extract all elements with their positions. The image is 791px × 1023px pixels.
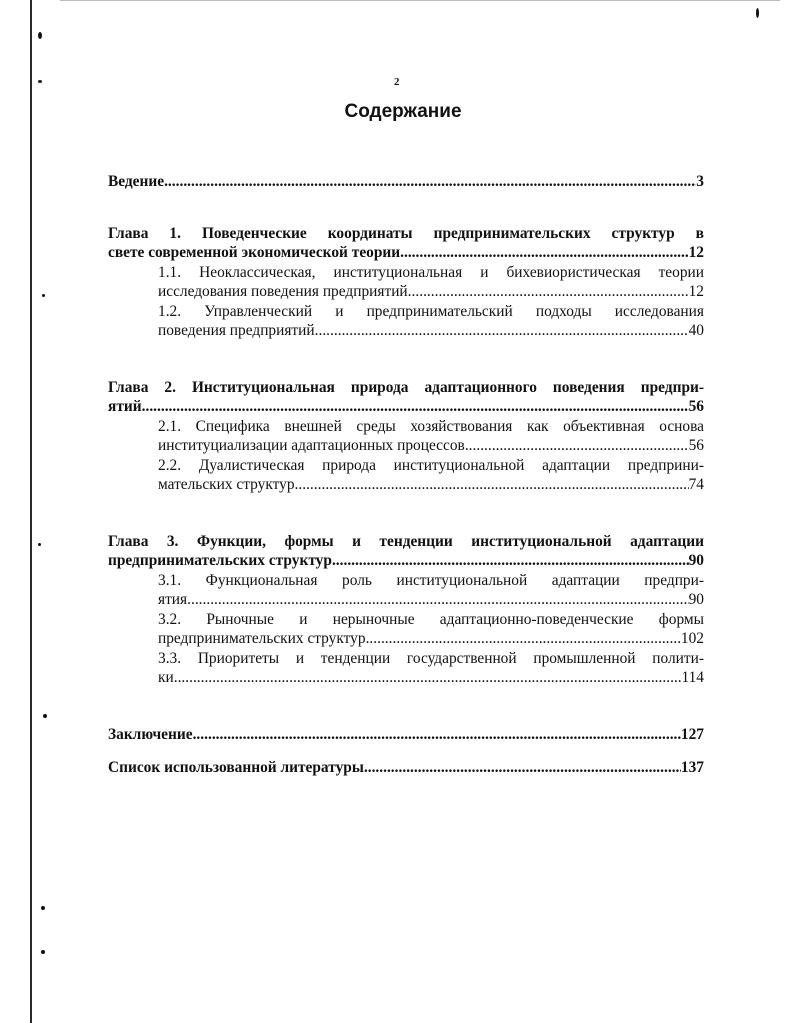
chapter-2-sections — [158, 417, 704, 495]
leader-dots — [174, 668, 682, 688]
leader-dots — [465, 436, 689, 456]
leader-dots — [400, 243, 688, 263]
scan-speck — [38, 80, 42, 83]
chapter-3-title-cont[interactable]: предпринимательских структур ..... 90 — [108, 551, 704, 571]
leader-dots — [187, 590, 688, 610]
section-1-2[interactable]: 1.2. Управленческий и предпринимательский подходы исследования — [158, 302, 704, 320]
page-title: Содержание — [344, 101, 462, 122]
section-2-1-cont[interactable]: институциализации адаптационных процессов ..... 56 — [158, 436, 704, 456]
chapter-3-sections — [158, 571, 704, 688]
table-of-contents — [108, 172, 704, 778]
scan-speck — [38, 543, 41, 546]
leader-dots — [366, 629, 681, 649]
leader-dots — [408, 282, 689, 302]
leader-dots — [295, 475, 689, 495]
leader-dots — [193, 725, 681, 745]
section-3-3-cont[interactable]: ки ..... 114 — [158, 668, 704, 688]
chapter-2-title-cont[interactable]: ятий ..... 56 — [108, 397, 704, 417]
leader-dots — [315, 321, 689, 341]
toc-entry-intro[interactable]: Ведение ..... 3 — [108, 172, 704, 192]
scan-speck — [41, 950, 45, 954]
section-2-2[interactable]: 2.2. Дуалистическая природа институциональной адаптации предприни- — [158, 456, 704, 474]
toc-entry-bibliography[interactable]: Список использованной литературы ..... 137 — [108, 758, 704, 778]
chapter-1-sections — [158, 263, 704, 341]
section-2-1[interactable]: 2.1. Специфика внешней среды хозяйствования как объективная основа — [158, 417, 704, 435]
scan-speck — [43, 714, 47, 718]
scan-left-edge — [30, 0, 32, 1023]
scan-speck — [41, 906, 45, 910]
section-1-1[interactable]: 1.1. Неоклассическая, институциональная и бихевиористическая теории — [158, 263, 704, 281]
leader-dots — [364, 758, 681, 778]
leader-dots — [332, 551, 689, 571]
page-number: 2 — [394, 76, 400, 88]
section-3-2[interactable]: 3.2. Рыночные и нерыночные адаптационно-поведенческие формы — [158, 610, 704, 628]
section-3-1-cont[interactable]: ятия ..... 90 — [158, 590, 704, 610]
section-1-1-cont[interactable]: исследования поведения предприятий ..... 12 — [158, 282, 704, 302]
chapter-1-title[interactable]: Глава 1. Поведенческие координаты предпринимательских структур в — [108, 224, 704, 242]
toc-entry-conclusion[interactable]: Заключение ..... 127 — [108, 725, 704, 745]
section-3-2-cont[interactable]: предпринимательских структур ..... 102 — [158, 629, 704, 649]
toc-chapter-3 — [108, 532, 704, 688]
section-1-2-cont[interactable]: поведения предприятий ..... 40 — [158, 321, 704, 341]
leader-dots — [164, 172, 696, 192]
scan-speck — [38, 32, 42, 39]
section-3-1[interactable]: 3.1. Функциональная роль институциональной адаптации предпри- — [158, 571, 704, 589]
chapter-1-title-cont[interactable]: свете современной экономической теории ..... 12 — [108, 243, 704, 263]
toc-chapter-2 — [108, 378, 704, 495]
chapter-2-title[interactable]: Глава 2. Институциональная природа адаптационного поведения предпри- — [108, 378, 704, 396]
toc-chapter-1 — [108, 224, 704, 341]
leader-dots — [142, 397, 689, 417]
section-3-3[interactable]: 3.3. Приоритеты и тенденции государственной промышленной полити- — [158, 649, 704, 667]
scan-speck — [756, 8, 759, 18]
section-2-2-cont[interactable]: мательских структур ..... 74 — [158, 475, 704, 495]
scan-speck — [42, 294, 45, 297]
chapter-3-title[interactable]: Глава 3. Функции, формы и тенденции институциональной адаптации — [108, 532, 704, 550]
scan-top-edge — [60, 0, 780, 1]
